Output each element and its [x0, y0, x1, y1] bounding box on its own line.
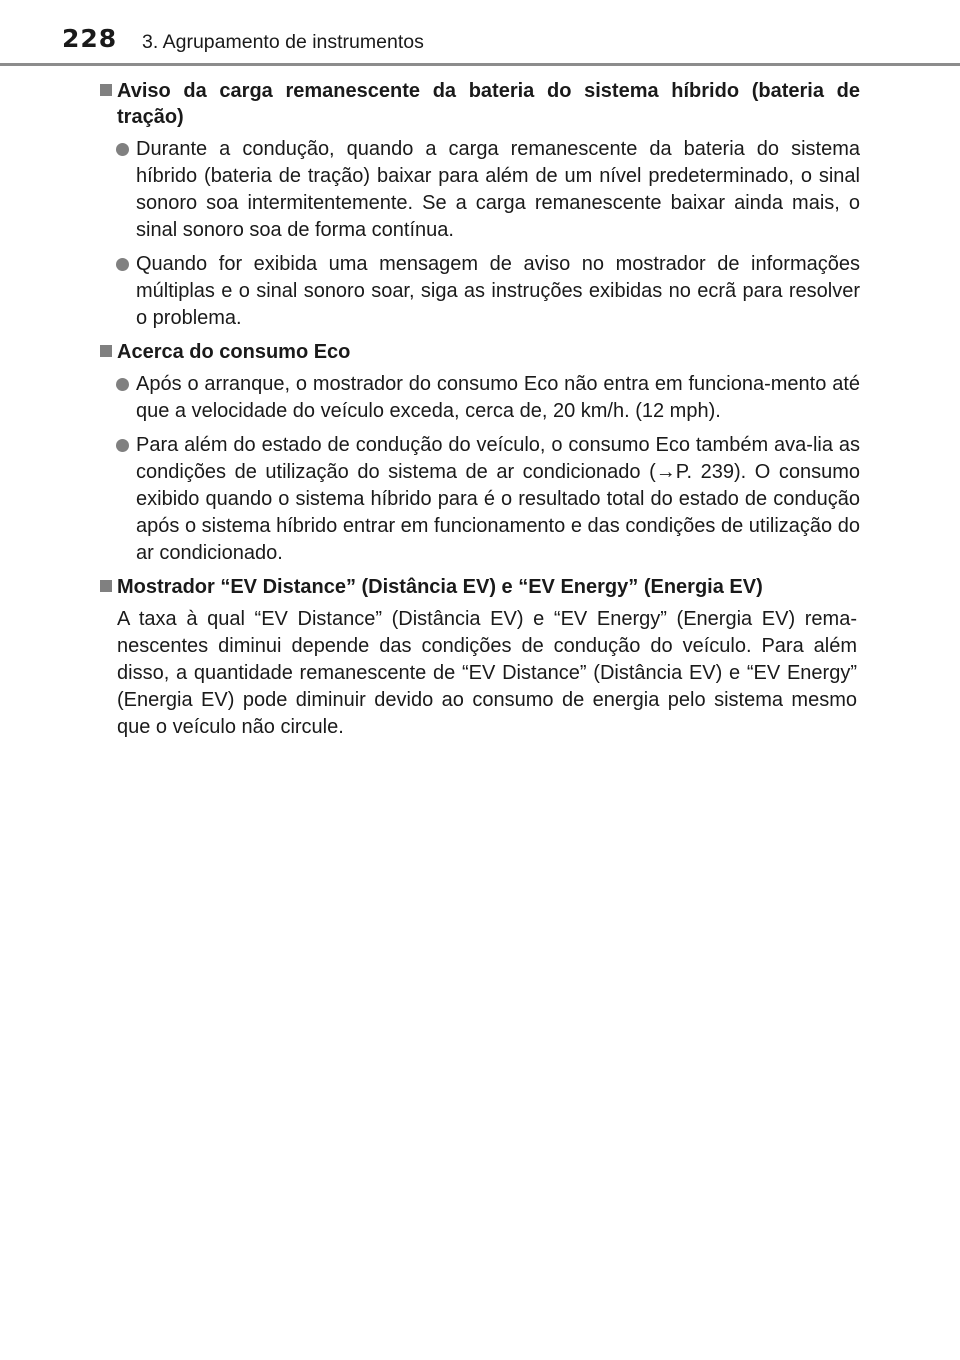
- circle-bullet-icon: [116, 439, 129, 452]
- list-item: [100, 136, 860, 244]
- list-item-text: Após o arranque, o mostrador do consumo Eco não entra em funciona-mento até que a velocidade do veículo exceda, cerca de, 20 km/h. (12 mph).: [136, 373, 860, 422]
- square-bullet-icon: [100, 580, 112, 592]
- square-bullet-icon: [100, 345, 112, 357]
- list-item-text: Para além do estado de condução do veículo, o consumo Eco também ava-lia as condições de utilização do sistema de ar condicionado (→P. 239). O consumo exibido quando o sistema híbrido para é o resultado total do estado de condução após o sistema híbrido entrar em funcionamento e das condições de utilização do ar condicionado.: [136, 434, 860, 564]
- circle-bullet-icon: [116, 378, 129, 391]
- section-heading: [100, 78, 860, 130]
- circle-bullet-icon: [116, 143, 129, 156]
- circle-bullet-icon: [116, 258, 129, 271]
- list-item: [100, 371, 860, 425]
- section-eco-consumption: [100, 339, 860, 567]
- list-item-text: Quando for exibida uma mensagem de aviso no mostrador de informações múltiplas e o sinal sonoro soar, siga as instruções exibidas no ecrã para resolver o problema.: [136, 253, 860, 329]
- section-heading: [100, 339, 860, 365]
- page-header: [0, 0, 960, 70]
- section-battery-warning: [100, 78, 860, 332]
- section-heading: [100, 574, 860, 600]
- page-content: [100, 78, 860, 741]
- list-item: [100, 251, 860, 332]
- square-bullet-icon: [100, 84, 112, 96]
- list-item: [100, 432, 860, 567]
- chapter-title: 3. Agrupamento de instrumentos: [142, 31, 424, 53]
- section-heading-text: Aviso da carga remanescente da bateria do sistema híbrido (bateria de tração): [117, 80, 860, 128]
- section-heading-text: Mostrador “EV Distance” (Distância EV) e “EV Energy” (Energia EV): [117, 576, 763, 598]
- section-heading-text: Acerca do consumo Eco: [117, 341, 351, 363]
- page-number: 228: [62, 24, 118, 53]
- list-item-text: Durante a condução, quando a carga remanescente da bateria do sistema híbrido (bateria de tração) baixar para além de um nível predeterminado, o sinal sonoro soa intermitentemente. Se a carga remanescente baixar ainda mais, o sinal sonoro soa de forma contínua.: [136, 138, 860, 241]
- body-paragraph: A taxa à qual “EV Distance” (Distância EV) e “EV Energy” (Energia EV) rema-nescentes diminui depende das condições de condução do veículo. Para além disso, a quantidade remanescente de “EV Distance” (Distância EV) e “EV Energy” (Energia EV) pode diminuir devido ao consumo de energia pelo sistema mesmo que o veículo não circule.: [117, 608, 857, 738]
- section-ev-display: [100, 574, 860, 741]
- header-divider: [0, 63, 960, 66]
